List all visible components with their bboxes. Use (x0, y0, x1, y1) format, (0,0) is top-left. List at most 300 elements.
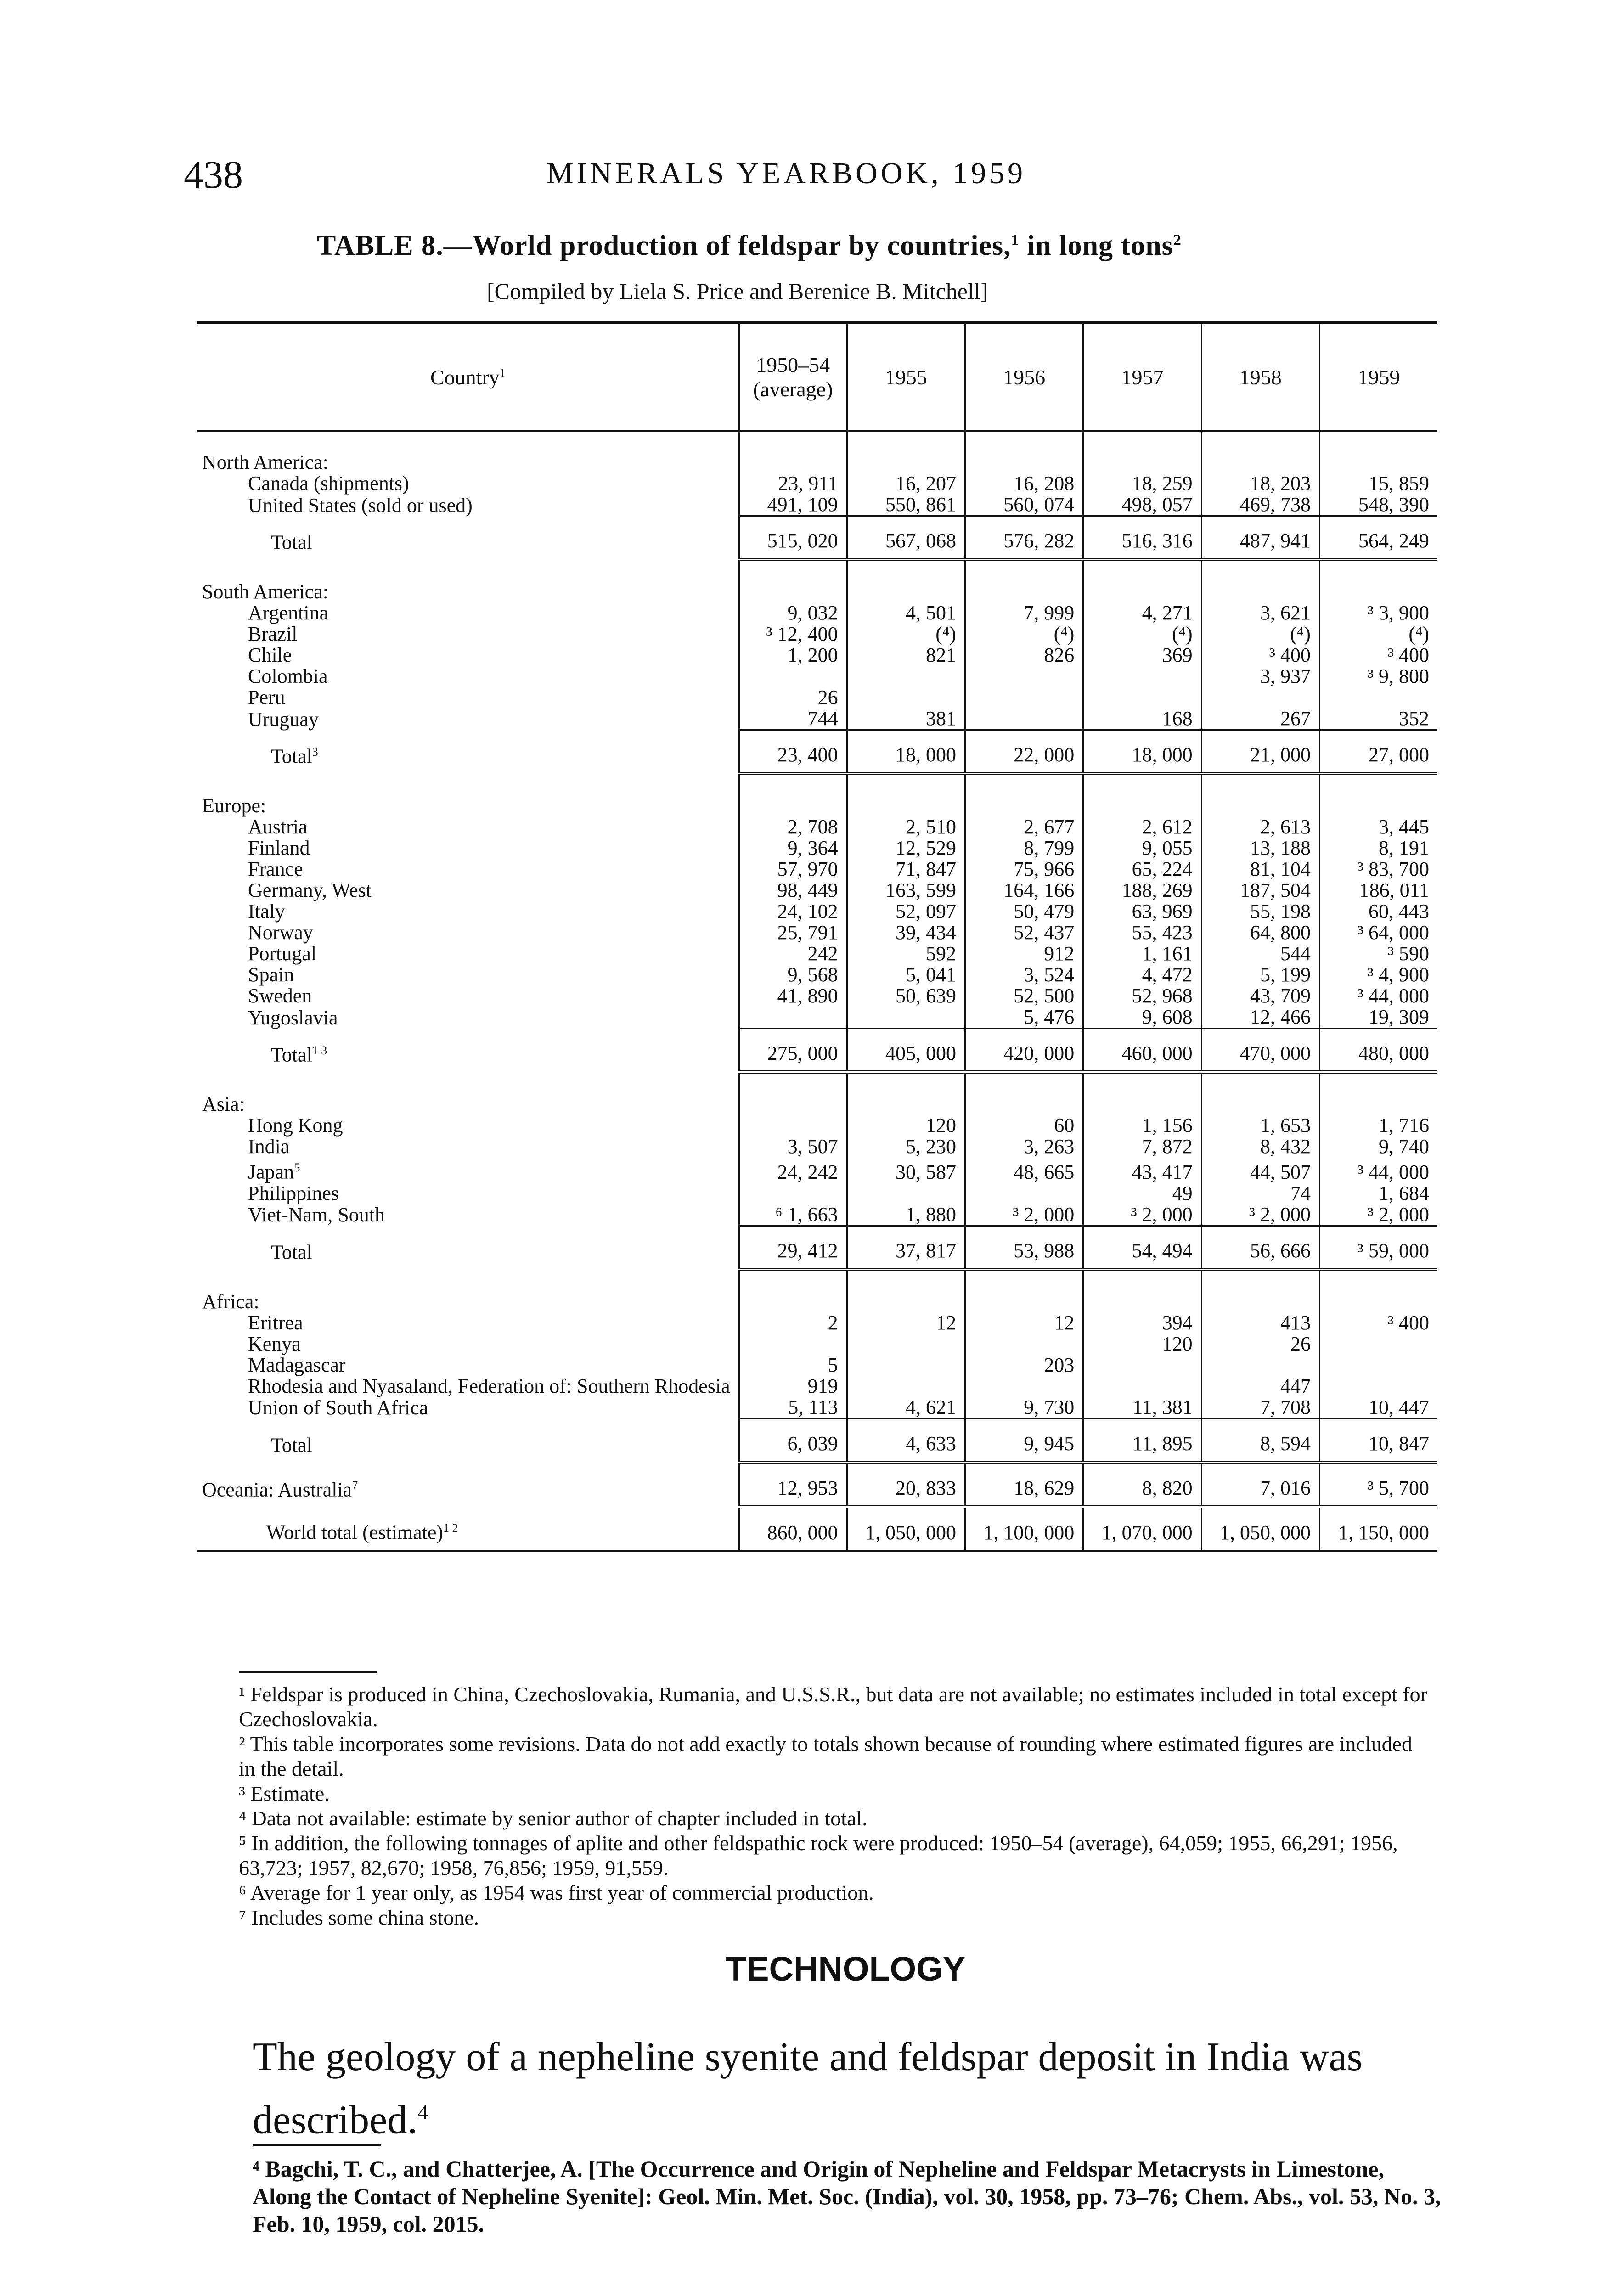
country-cell: 43, 709 (1201, 985, 1319, 1007)
country-label (197, 1115, 739, 1136)
region-empty-cell (1201, 1072, 1319, 1115)
region-empty-cell (739, 431, 847, 473)
country-cell: 1, 161 (1083, 943, 1201, 964)
country-cell: 19, 309 (1319, 1007, 1437, 1029)
total-label-text: Total (271, 1241, 312, 1264)
total-cell: 515, 020 (739, 516, 847, 560)
country-cell: 9, 364 (739, 838, 847, 859)
region-empty-cell (1083, 774, 1201, 817)
country-label (197, 624, 739, 645)
country-cell (1319, 687, 1437, 708)
country-cell: 120 (1083, 1334, 1201, 1355)
country-cell: 7, 872 (1083, 1136, 1201, 1157)
country-label (197, 922, 739, 943)
total-footnote: 3 (312, 745, 318, 759)
country-cell: 2 (739, 1312, 847, 1334)
country-name: Madagascar (248, 1353, 346, 1376)
country-cell (847, 1376, 965, 1397)
country-cell: 12, 466 (1201, 1007, 1319, 1029)
world-total-cell: 1, 100, 000 (965, 1507, 1083, 1551)
total-label (197, 516, 739, 560)
country-cell: 16, 207 (847, 473, 965, 494)
total-cell: 576, 282 (965, 516, 1083, 560)
country-cell: 60 (965, 1115, 1083, 1136)
country-name: Norway (248, 921, 313, 944)
country-cell: ³ 590 (1319, 943, 1437, 964)
country-cell (965, 708, 1083, 730)
country-cell: 498, 057 (1083, 494, 1201, 516)
country-cell: ³ 2, 000 (1319, 1204, 1437, 1226)
country-name: Brazil (248, 623, 298, 645)
total-label-text: Total (271, 1434, 312, 1457)
total-row-south-america (197, 730, 1437, 774)
region-label: Europe: (202, 794, 266, 817)
footnote-1: ¹ Feldspar is produced in China, Czechoslovakia, Rumania, and U.S.S.R., but data are not available; no estimates included in total except for Czechoslovakia. (239, 1683, 1427, 1731)
country-cell: 163, 599 (847, 880, 965, 901)
region-row-europe (197, 774, 1437, 817)
oceania-label-text: Oceania: Australia (202, 1478, 352, 1501)
region-empty-cell (847, 1269, 965, 1312)
table-title-footnote-1: 1 (1011, 231, 1020, 249)
country-cell: ³ 2, 000 (965, 1204, 1083, 1226)
table-row (197, 816, 1437, 838)
country-cell: 548, 390 (1319, 494, 1437, 516)
table-row (197, 859, 1437, 880)
country-cell: (⁴) (847, 624, 965, 645)
country-cell: 24, 242 (739, 1157, 847, 1183)
country-label (197, 1376, 739, 1397)
table-row (197, 1397, 1437, 1419)
country-cell (739, 666, 847, 687)
column-header-1955: 1955 (847, 323, 965, 431)
country-cell: 98, 449 (739, 880, 847, 901)
country-cell (739, 1334, 847, 1355)
table-row (197, 1204, 1437, 1226)
country-cell: 9, 740 (1319, 1136, 1437, 1157)
country-cell: 1, 716 (1319, 1115, 1437, 1136)
country-cell: 16, 208 (965, 473, 1083, 494)
region-empty-cell (1319, 1269, 1437, 1312)
country-name: Argentina (248, 602, 329, 624)
region-empty-cell (1201, 431, 1319, 473)
country-label (197, 1397, 739, 1419)
country-cell: 74 (1201, 1183, 1319, 1204)
oceania-cell: 12, 953 (739, 1462, 847, 1507)
total-label-text: Total (271, 745, 312, 768)
table-row (197, 645, 1437, 666)
region-row-africa (197, 1269, 1437, 1312)
total-label-text: Total (271, 1043, 312, 1066)
world-total-label (197, 1507, 739, 1551)
table-row (197, 901, 1437, 922)
table-row (197, 1355, 1437, 1376)
world-total-cell: 860, 000 (739, 1507, 847, 1551)
total-cell: 18, 000 (847, 730, 965, 774)
table-row (197, 1157, 1437, 1183)
total-cell: 37, 817 (847, 1226, 965, 1269)
world-total-cell: 1, 050, 000 (847, 1507, 965, 1551)
country-cell: 744 (739, 708, 847, 730)
region-empty-cell (1319, 560, 1437, 603)
total-cell: 487, 941 (1201, 516, 1319, 560)
country-label (197, 880, 739, 901)
country-cell (1083, 1355, 1201, 1376)
country-cell: 1, 880 (847, 1204, 965, 1226)
country-cell (739, 1115, 847, 1136)
country-cell: 12 (847, 1312, 965, 1334)
country-cell: 63, 969 (1083, 901, 1201, 922)
country-cell: 7, 999 (965, 602, 1083, 624)
world-total-row (197, 1507, 1437, 1551)
country-name: Finland (248, 837, 310, 859)
total-cell: 9, 945 (965, 1418, 1083, 1462)
total-cell: 11, 895 (1083, 1418, 1201, 1462)
country-name: Viet-Nam, South (248, 1204, 385, 1227)
country-cell: 3, 445 (1319, 816, 1437, 838)
table-body (197, 431, 1437, 1551)
region-empty-cell (965, 431, 1083, 473)
region-label: South America: (202, 580, 328, 603)
table-row (197, 473, 1437, 494)
country-label (197, 838, 739, 859)
country-cell: 188, 269 (1083, 880, 1201, 901)
country-cell: 187, 504 (1201, 880, 1319, 901)
country-name: Hong Kong (248, 1114, 343, 1137)
section-heading: TECHNOLOGY (726, 1950, 966, 1988)
country-name: Uruguay (248, 708, 319, 731)
country-name: Portugal (248, 942, 317, 965)
reference-text: ⁴ Bagchi, T. C., and Chatterjee, A. [The Occurrence and Origin of Nepheline and Feldspar Metacrysts in Limestone, Along the Contact of Nepheline Syenite]: Geol. Min. Met. Soc. (India), vol. 30, 1958, pp. 73–76; Chem. Abs., vol. 53, No. 3, Feb. 10, 1959, col. 2015. (253, 2156, 1441, 2237)
country-name: Germany, West (248, 879, 372, 901)
table-row (197, 922, 1437, 943)
total-label (197, 1418, 739, 1462)
country-cell: 5 (739, 1355, 847, 1376)
total-cell: 4, 633 (847, 1418, 965, 1462)
country-cell: 48, 665 (965, 1157, 1083, 1183)
country-cell: 592 (847, 943, 965, 964)
country-cell: (⁴) (1201, 624, 1319, 645)
country-cell (1201, 1355, 1319, 1376)
column-header-1950-54: 1950–54 (average) (739, 323, 847, 431)
total-cell: 18, 000 (1083, 730, 1201, 774)
country-label (197, 1204, 739, 1226)
country-cell: 11, 381 (1083, 1397, 1201, 1419)
oceania-row (197, 1462, 1437, 1507)
country-cell: 15, 859 (1319, 473, 1437, 494)
country-cell: 9, 568 (739, 964, 847, 985)
country-cell: 1, 200 (739, 645, 847, 666)
country-cell: 55, 423 (1083, 922, 1201, 943)
region-empty-cell (739, 774, 847, 817)
region-empty-cell (965, 560, 1083, 603)
total-cell: 420, 000 (965, 1029, 1083, 1072)
table-row (197, 1115, 1437, 1136)
region-empty-cell (847, 560, 965, 603)
country-cell (965, 1183, 1083, 1204)
country-cell: 3, 937 (1201, 666, 1319, 687)
reference-rule (253, 2144, 381, 2146)
region-empty-cell (1083, 431, 1201, 473)
country-cell: ³ 12, 400 (739, 624, 847, 645)
country-cell: 447 (1201, 1376, 1319, 1397)
country-cell: 912 (965, 943, 1083, 964)
country-cell: ³ 4, 900 (1319, 964, 1437, 985)
country-cell: ³ 400 (1319, 645, 1437, 666)
total-cell: 53, 988 (965, 1226, 1083, 1269)
footnote-7: ⁷ Includes some china stone. (239, 1906, 479, 1929)
world-total-footnote: 1 2 (443, 1521, 458, 1535)
country-cell (847, 687, 965, 708)
table-title-tail: in long tons (1019, 230, 1173, 261)
country-footnote: 5 (294, 1161, 300, 1174)
country-cell (847, 666, 965, 687)
country-cell: 50, 639 (847, 985, 965, 1007)
country-cell: 550, 861 (847, 494, 965, 516)
region-empty-cell (847, 774, 965, 817)
table-row (197, 1376, 1437, 1397)
table-row (197, 1334, 1437, 1355)
region-empty-cell (1083, 560, 1201, 603)
table-row (197, 1312, 1437, 1334)
country-cell: 919 (739, 1376, 847, 1397)
total-row-asia (197, 1226, 1437, 1269)
country-label (197, 645, 739, 666)
region-row-north-america (197, 431, 1437, 473)
country-cell (1083, 1376, 1201, 1397)
total-label (197, 1226, 739, 1269)
country-name: Peru (248, 686, 285, 709)
country-cell: 65, 224 (1083, 859, 1201, 880)
country-cell: 8, 432 (1201, 1136, 1319, 1157)
country-cell: 3, 524 (965, 964, 1083, 985)
table-title (317, 230, 1182, 262)
table-row (197, 602, 1437, 624)
country-cell: 57, 970 (739, 859, 847, 880)
country-cell: 5, 041 (847, 964, 965, 985)
table-title-footnote-2: 2 (1173, 231, 1182, 249)
country-cell: ³ 44, 000 (1319, 1157, 1437, 1183)
region-empty-cell (1201, 560, 1319, 603)
country-cell: 560, 074 (965, 494, 1083, 516)
country-label (197, 1355, 739, 1376)
table-subtitle: [Compiled by Liela S. Price and Berenice B. Mitchell] (487, 278, 988, 304)
country-cell: 5, 199 (1201, 964, 1319, 985)
column-header-country: Country$^1$ (197, 323, 739, 431)
country-label (197, 666, 739, 687)
country-cell: 168 (1083, 708, 1201, 730)
country-cell: 9, 730 (965, 1397, 1083, 1419)
world-total-cell: 1, 150, 000 (1319, 1507, 1437, 1551)
column-header-1956: 1956 (965, 323, 1083, 431)
country-cell: ³ 44, 000 (1319, 985, 1437, 1007)
country-cell (1201, 687, 1319, 708)
country-cell (1319, 1334, 1437, 1355)
total-label (197, 730, 739, 774)
country-cell: 5, 113 (739, 1397, 847, 1419)
country-cell: 164, 166 (965, 880, 1083, 901)
country-name: Union of South Africa (248, 1396, 428, 1419)
total-cell: 23, 400 (739, 730, 847, 774)
table-row (197, 1136, 1437, 1157)
region-empty-cell (1083, 1269, 1201, 1312)
country-cell: 50, 479 (965, 901, 1083, 922)
region-empty-cell (965, 1072, 1083, 1115)
country-label (197, 859, 739, 880)
column-header-1957: 1957 (1083, 323, 1201, 431)
country-name: Rhodesia and Nyasaland, Federation of: Southern Rhodesia (248, 1374, 730, 1397)
country-label (197, 901, 739, 922)
country-cell: 821 (847, 645, 965, 666)
country-cell: 24, 102 (739, 901, 847, 922)
country-cell: 9, 608 (1083, 1007, 1201, 1029)
country-cell: 8, 799 (965, 838, 1083, 859)
country-cell: 13, 188 (1201, 838, 1319, 859)
world-total-cell: 1, 050, 000 (1201, 1507, 1319, 1551)
total-cell: 460, 000 (1083, 1029, 1201, 1072)
country-name: Austria (248, 816, 308, 838)
country-cell: 71, 847 (847, 859, 965, 880)
table-row (197, 880, 1437, 901)
country-cell: 242 (739, 943, 847, 964)
region-empty-cell (965, 1269, 1083, 1312)
country-cell: 5, 230 (847, 1136, 965, 1157)
total-cell: 27, 000 (1319, 730, 1437, 774)
country-cell (847, 1007, 965, 1029)
feldspar-production-table (197, 321, 1437, 1552)
paragraph-footnote-ref: 4 (417, 2100, 428, 2124)
total-cell: 8, 594 (1201, 1418, 1319, 1462)
country-cell: 60, 443 (1319, 901, 1437, 922)
country-cell: 9, 032 (739, 602, 847, 624)
oceania-label (197, 1462, 739, 1507)
total-cell: 564, 249 (1319, 516, 1437, 560)
country-label (197, 1334, 739, 1355)
country-name: Japan (248, 1160, 294, 1183)
paragraph-text: The geology of a nepheline syenite and feldspar deposit in India was described. (253, 2035, 1363, 2143)
country-label (197, 816, 739, 838)
region-empty-cell (1083, 1072, 1201, 1115)
country-cell: 8, 191 (1319, 838, 1437, 859)
country-cell: 25, 791 (739, 922, 847, 943)
table-row (197, 964, 1437, 985)
footnote-2: ² This table incorporates some revisions. Data do not add exactly to totals shown because of rounding where estimated figures are included in the detail. (239, 1732, 1412, 1780)
country-label (197, 708, 739, 730)
reference-footnote (253, 2144, 1447, 2238)
country-cell: 3, 263 (965, 1136, 1083, 1157)
total-cell: 21, 000 (1201, 730, 1319, 774)
country-name: Colombia (248, 665, 328, 687)
country-label (197, 1183, 739, 1204)
region-label: Asia: (202, 1093, 245, 1115)
country-cell: 10, 447 (1319, 1397, 1437, 1419)
country-cell: 394 (1083, 1312, 1201, 1334)
country-cell: ³ 2, 000 (1201, 1204, 1319, 1226)
country-cell (847, 1355, 965, 1376)
total-cell: 275, 000 (739, 1029, 847, 1072)
country-cell: 52, 097 (847, 901, 965, 922)
country-cell: 12 (965, 1312, 1083, 1334)
country-name: Sweden (248, 985, 312, 1007)
country-cell: 2, 510 (847, 816, 965, 838)
country-cell: 5, 476 (965, 1007, 1083, 1029)
country-cell: 469, 738 (1201, 494, 1319, 516)
country-cell: 120 (847, 1115, 965, 1136)
region-label: Africa: (202, 1290, 259, 1313)
country-cell: ³ 2, 000 (1083, 1204, 1201, 1226)
country-cell: 55, 198 (1201, 901, 1319, 922)
total-cell: 470, 000 (1201, 1029, 1319, 1072)
oceania-footnote: 7 (352, 1478, 358, 1492)
country-cell: 4, 271 (1083, 602, 1201, 624)
total-label-text: Total (271, 531, 312, 554)
footnotes (239, 1671, 1433, 1930)
table-row (197, 1007, 1437, 1029)
country-name: Kenya (248, 1332, 301, 1355)
country-cell (965, 687, 1083, 708)
total-row-africa (197, 1418, 1437, 1462)
country-name: Eritrea (248, 1311, 303, 1334)
country-label (197, 1312, 739, 1334)
table-title-text: TABLE 8.—World production of feldspar by countries, (317, 230, 1011, 261)
country-cell: 23, 911 (739, 473, 847, 494)
country-cell: (⁴) (965, 624, 1083, 645)
country-cell: 52, 968 (1083, 985, 1201, 1007)
region-label: North America: (202, 451, 328, 473)
country-cell: 12, 529 (847, 838, 965, 859)
country-cell: 4, 501 (847, 602, 965, 624)
table-row (197, 1183, 1437, 1204)
region-empty-cell (847, 1072, 965, 1115)
country-cell: 26 (1201, 1334, 1319, 1355)
total-row-north-america (197, 516, 1437, 560)
country-label (197, 943, 739, 964)
country-cell: 352 (1319, 708, 1437, 730)
world-total-label-text: World total (estimate) (266, 1521, 443, 1544)
country-label (197, 1136, 739, 1157)
total-cell: 567, 068 (847, 516, 965, 560)
column-header-1958: 1958 (1201, 323, 1319, 431)
country-cell: 544 (1201, 943, 1319, 964)
country-cell: 3, 507 (739, 1136, 847, 1157)
country-cell: 30, 587 (847, 1157, 965, 1183)
country-name: Chile (248, 644, 292, 666)
region-empty-cell (739, 1072, 847, 1115)
country-cell (1083, 666, 1201, 687)
country-cell (1083, 687, 1201, 708)
country-cell: 64, 800 (1201, 922, 1319, 943)
page-header (184, 152, 1424, 202)
oceania-cell: 18, 629 (965, 1462, 1083, 1507)
table-row (197, 624, 1437, 645)
country-cell (965, 1334, 1083, 1355)
country-label (197, 985, 739, 1007)
footnote-6: ⁶ Average for 1 year only, as 1954 was first year of commercial production. (239, 1881, 874, 1904)
total-footnote: 1 3 (312, 1043, 327, 1057)
oceania-cell: 20, 833 (847, 1462, 965, 1507)
country-name: Canada (shipments) (248, 472, 409, 495)
country-cell (1319, 1376, 1437, 1397)
table-row (197, 838, 1437, 859)
country-cell: 4, 472 (1083, 964, 1201, 985)
table-row (197, 494, 1437, 516)
table-row (197, 666, 1437, 687)
section-paragraph (253, 2030, 1447, 2148)
country-name: Spain (248, 963, 294, 986)
country-name: France (248, 858, 303, 880)
country-cell: 2, 708 (739, 816, 847, 838)
country-cell (847, 1334, 965, 1355)
country-cell: 186, 011 (1319, 880, 1437, 901)
